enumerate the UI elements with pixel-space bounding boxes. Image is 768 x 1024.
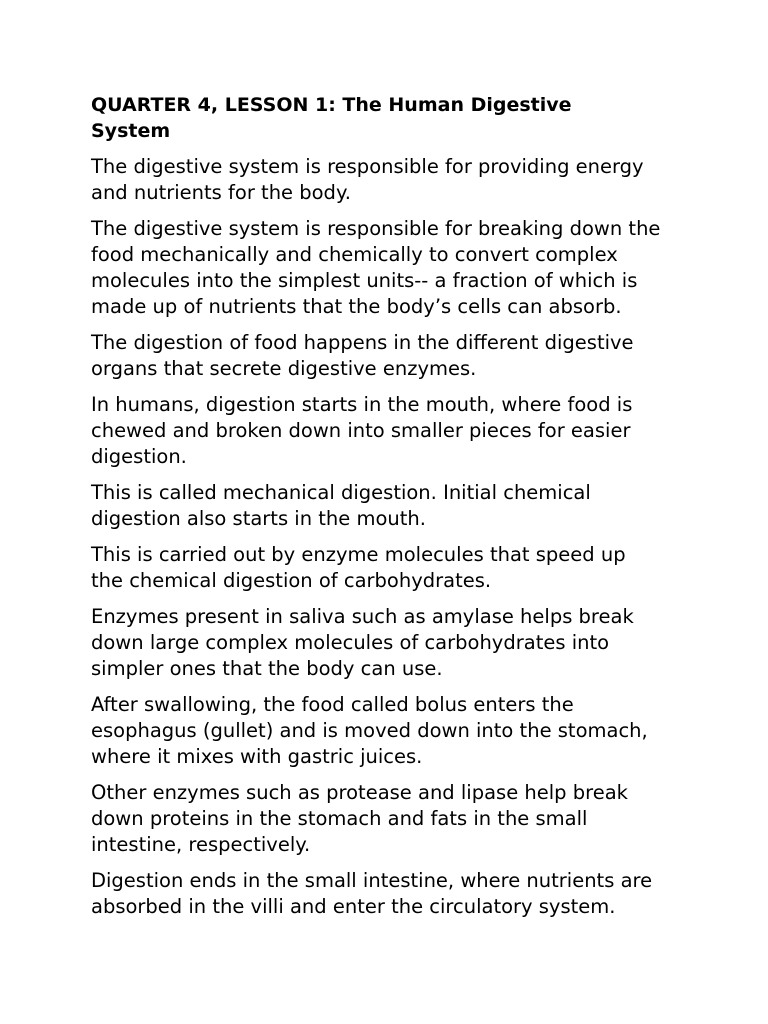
paragraph-8 xyxy=(91,692,691,770)
text-line: This is carried out by enzyme molecules that speed up xyxy=(91,543,626,566)
title-line: System xyxy=(91,120,171,142)
text-line: Digestion ends in the small intestine, where nutrients are xyxy=(91,869,653,892)
paragraph-9 xyxy=(91,780,691,858)
paragraph-3 xyxy=(91,330,691,382)
text-line: Other enzymes such as protease and lipase help break xyxy=(91,781,628,804)
text-line: esophagus (gullet) and is moved down into the stomach, xyxy=(91,719,648,742)
text-line: absorbed in the villi and enter the circulatory system. xyxy=(91,895,616,918)
text-line: food mechanically and chemically to convert complex xyxy=(91,243,618,266)
text-line: down proteins in the stomach and fats in the small xyxy=(91,807,588,830)
title-line: QUARTER 4, LESSON 1: The Human Digestive xyxy=(91,94,572,116)
paragraph-1 xyxy=(91,154,691,206)
document-title xyxy=(91,92,691,144)
text-line: organs that secrete digestive enzymes. xyxy=(91,357,477,380)
text-line: simpler ones that the body can use. xyxy=(91,657,443,680)
paragraph-10 xyxy=(91,868,691,920)
text-line: down large complex molecules of carbohydrates into xyxy=(91,631,610,654)
paragraph-6 xyxy=(91,542,691,594)
text-line: made up of nutrients that the body’s cells can absorb. xyxy=(91,295,622,318)
text-line: and nutrients for the body. xyxy=(91,181,351,204)
document-page xyxy=(91,92,691,930)
text-line: molecules into the simplest units-- a fraction of which is xyxy=(91,269,638,292)
text-line: This is called mechanical digestion. Initial chemical xyxy=(91,481,591,504)
text-line: the chemical digestion of carbohydrates. xyxy=(91,569,492,592)
paragraph-5 xyxy=(91,480,691,532)
text-line: where it mixes with gastric juices. xyxy=(91,745,423,768)
paragraph-4 xyxy=(91,392,691,470)
text-line: The digestion of food happens in the different digestive xyxy=(91,331,634,354)
paragraph-2 xyxy=(91,216,691,320)
text-line: The digestive system is responsible for providing energy xyxy=(91,155,644,178)
text-line: chewed and broken down into smaller pieces for easier xyxy=(91,419,631,442)
text-line: In humans, digestion starts in the mouth, where food is xyxy=(91,393,633,416)
text-line: digestion. xyxy=(91,445,187,468)
text-line: After swallowing, the food called bolus enters the xyxy=(91,693,574,716)
text-line: Enzymes present in saliva such as amylase helps break xyxy=(91,605,634,628)
text-line: The digestive system is responsible for breaking down the xyxy=(91,217,661,240)
paragraph-7 xyxy=(91,604,691,682)
text-line: intestine, respectively. xyxy=(91,833,311,856)
text-line: digestion also starts in the mouth. xyxy=(91,507,426,530)
